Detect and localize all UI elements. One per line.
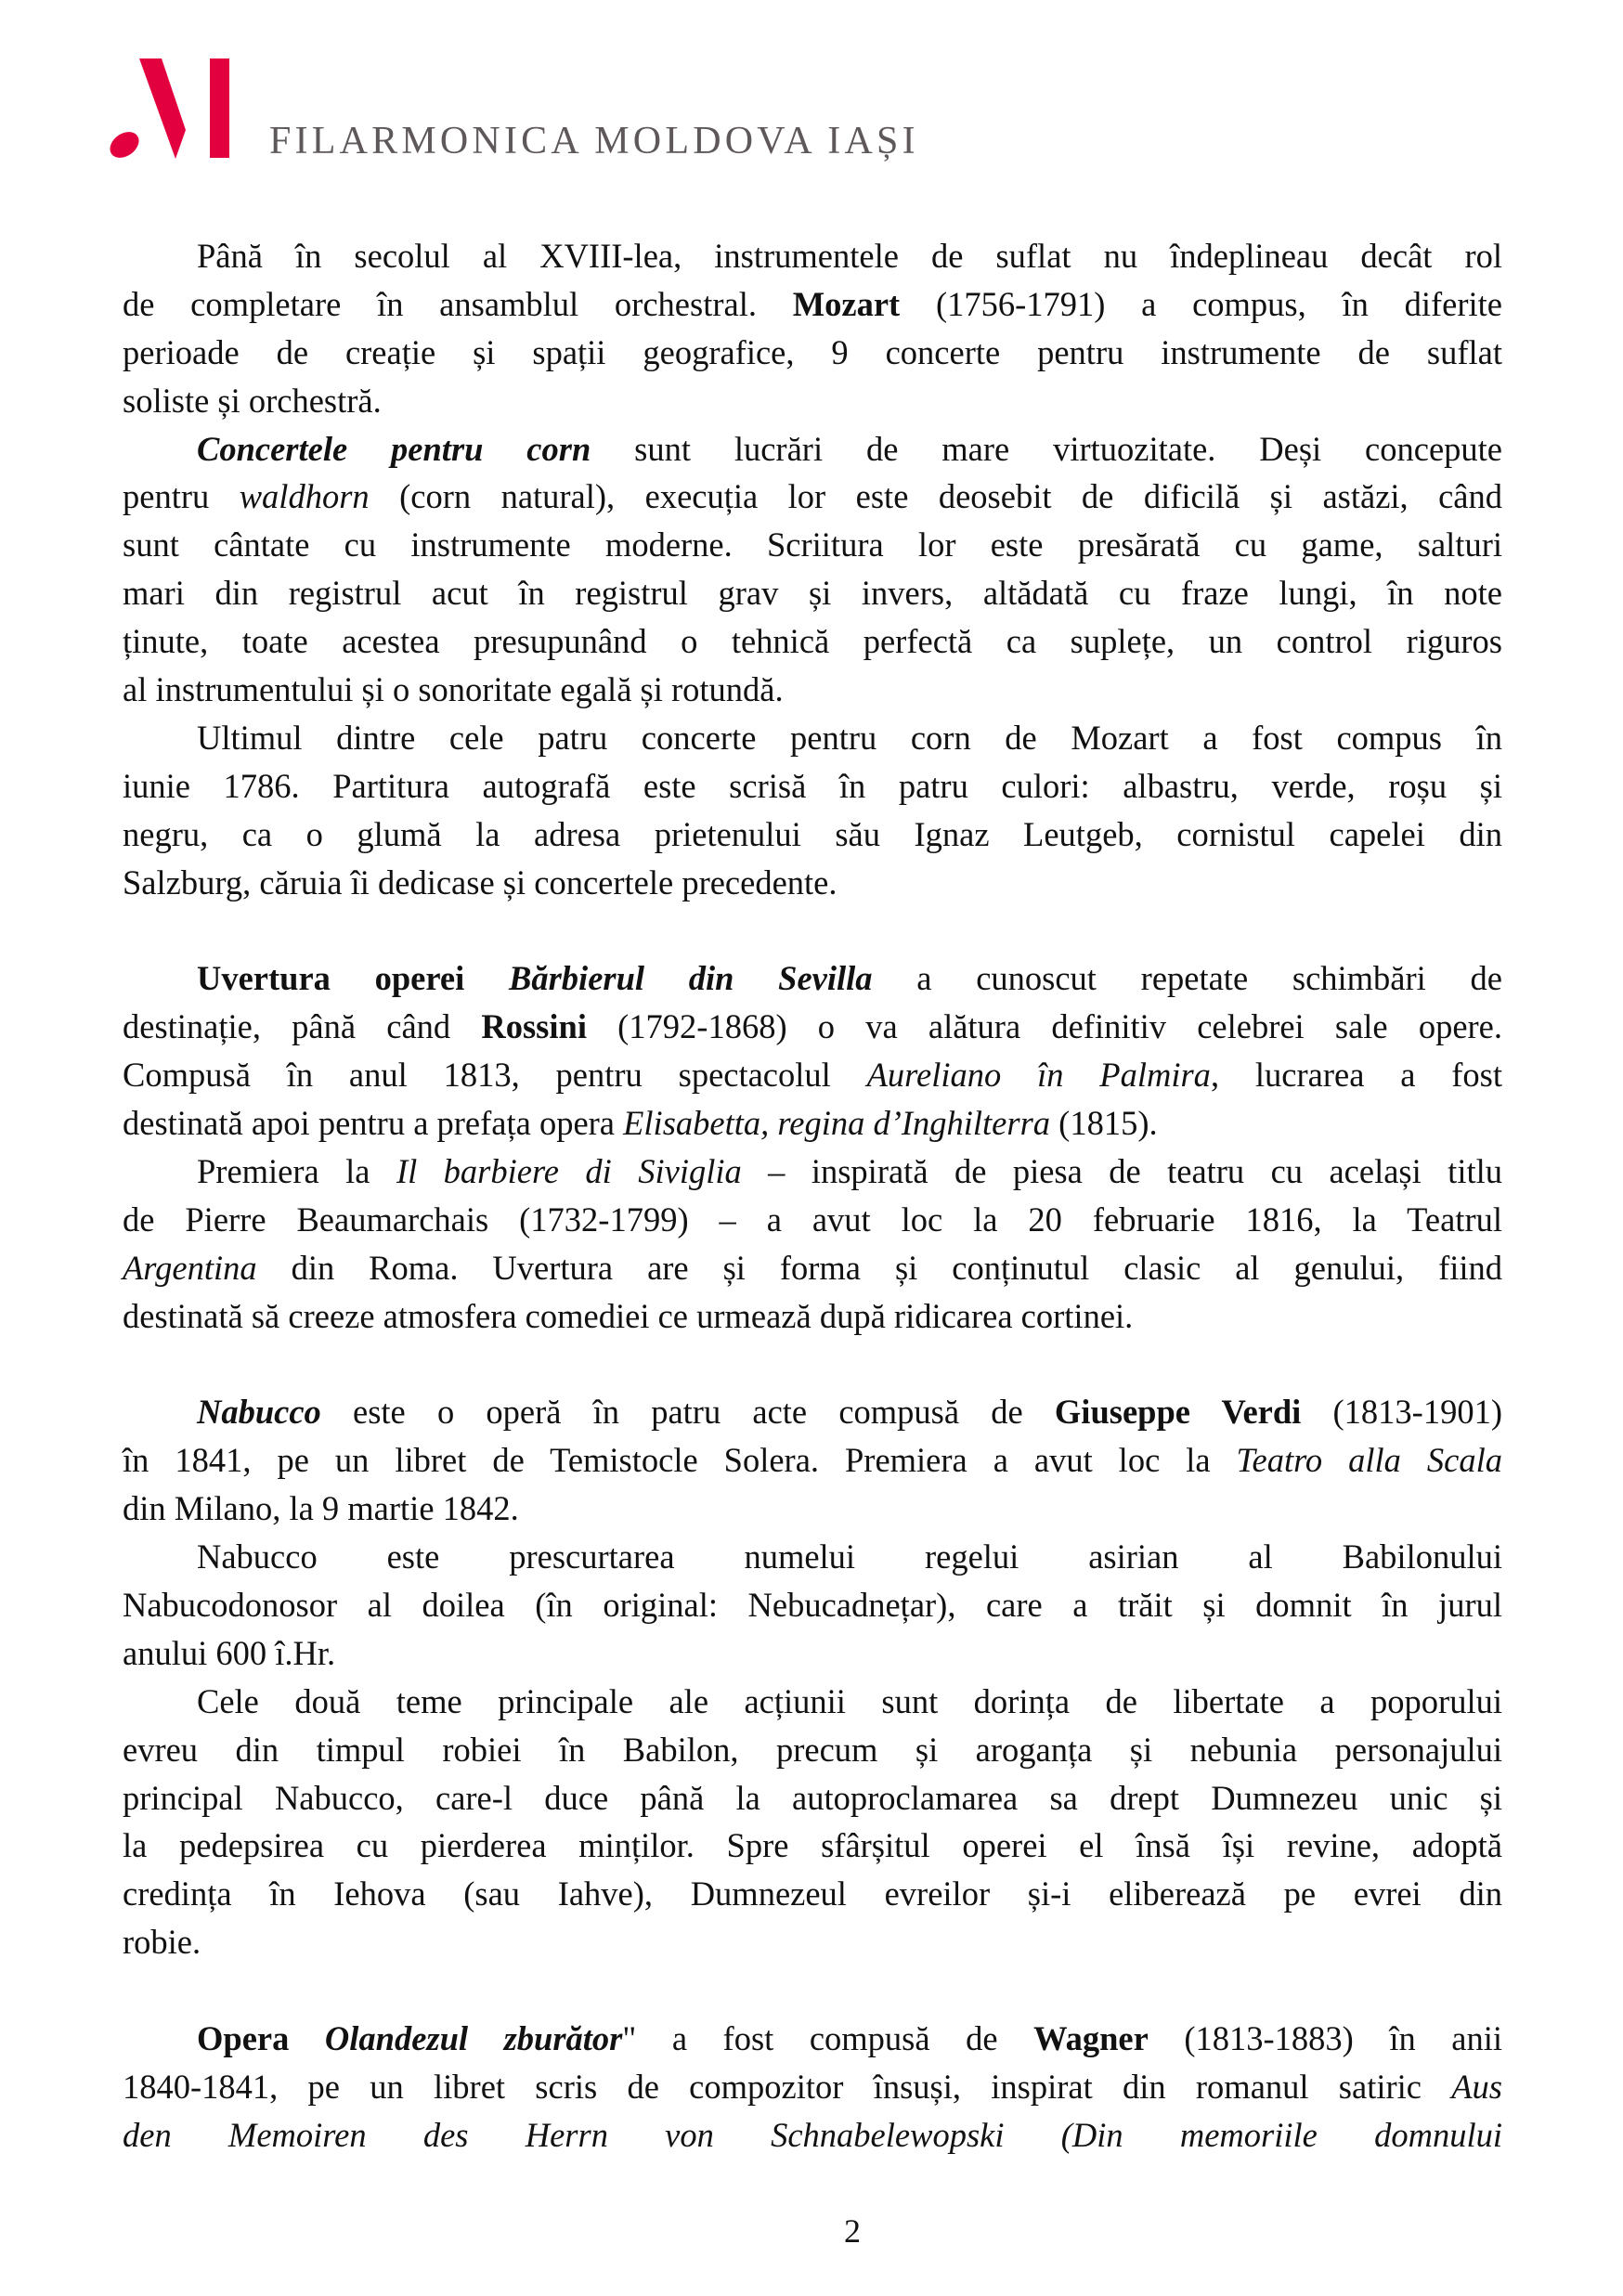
emphasized-text: Aureliano în Palmira	[866, 1056, 1211, 1095]
text-line	[123, 666, 1502, 714]
text-run: 1840-1841, pe un libret scris de compozitor însuși, inspirat din romanul satiric	[123, 2067, 1452, 2106]
text-run: destinație, până când	[123, 1007, 482, 1046]
text-line	[123, 2015, 1502, 2063]
text-run: din Milano, la 9 martie 1842.	[123, 1489, 519, 1528]
text-run: anului 600 î.Hr.	[123, 1633, 336, 1672]
text-line	[123, 329, 1502, 377]
text-run: Compusă în anul 1813, pentru spectacolul	[123, 1056, 867, 1095]
document-body	[123, 232, 1502, 2160]
text-line	[123, 232, 1502, 280]
text-line	[123, 1388, 1502, 1436]
emphasized-text: Giuseppe Verdi	[1054, 1393, 1302, 1432]
text-line	[123, 762, 1502, 811]
text-line	[123, 1148, 1502, 1196]
paragraph	[123, 425, 1502, 714]
text-line	[123, 1726, 1502, 1774]
text-run: mari din registrul acut în registrul grav și invers, altădată cu fraze lungi, în note	[123, 574, 1502, 613]
logo-slanted-stroke	[139, 58, 186, 159]
text-line	[123, 1436, 1502, 1485]
text-line	[123, 2063, 1502, 2111]
text-run: la pedepsirea cu pierderea minților. Spre sfârșitul operei el însă își revine, adoptă	[123, 1826, 1502, 1865]
text-line	[123, 2111, 1502, 2160]
text-run: credința în Iehova (sau Iahve), Dumnezeul evreilor și-i eliberează pe evrei din	[123, 1874, 1502, 1913]
logo-vertical-stroke	[210, 58, 229, 158]
text-line	[123, 1533, 1502, 1581]
emphasized-text: Olandezul zburător	[324, 2018, 623, 2057]
emphasized-text: Bărbierul din Sevilla	[509, 959, 873, 998]
text-run: a cunoscut repetate schimbări de	[872, 959, 1502, 998]
text-run: pentru	[123, 477, 240, 516]
text-run: Cele două teme principale ale acțiunii sunt dorința de libertate a poporului	[197, 1681, 1502, 1720]
emphasized-text: den Memoiren des Herrn von Schnabelewopski (Din memoriile domnului	[123, 2115, 1502, 2154]
text-run: (1792-1868) o va alătura definitiv celebrei sale opere.	[586, 1007, 1502, 1046]
text-run: Nabucco este prescurtarea numelui regelui asirian al Babilonului	[197, 1537, 1502, 1576]
text-line	[123, 377, 1502, 425]
paragraph-spacer	[123, 906, 1502, 954]
text-line	[123, 1581, 1502, 1629]
page-header	[0, 0, 1623, 186]
emphasized-text: Il barbiere di Siviglia	[396, 1151, 742, 1190]
text-line	[123, 954, 1502, 1003]
emphasized-text: waldhorn	[239, 477, 370, 516]
text-run: soliste și orchestră.	[123, 381, 382, 420]
paragraph	[123, 1678, 1502, 1966]
text-run: (1813-1883) în anii	[1148, 2018, 1502, 2057]
text-run: perioade de creație și spații geografice, 9 concerte pentru instrumente de suflat	[123, 332, 1502, 371]
text-run: (corn natural), execuția lor este deosebit de dificilă și astăzi, când	[369, 477, 1503, 516]
text-run: sunt cântate cu instrumente moderne. Scriitura lor este presărată cu game, salturi	[123, 525, 1502, 564]
paragraph	[123, 1388, 1502, 1533]
text-line	[123, 859, 1502, 907]
text-run: este o operă în patru acte compusă de	[320, 1393, 1055, 1432]
filarmonica-logo-icon	[0, 0, 260, 186]
emphasized-text: Opera	[197, 2018, 325, 2057]
emphasized-text: Uvertura operei	[197, 959, 509, 998]
text-run: (1815).	[1050, 1104, 1158, 1143]
paragraph-spacer	[123, 1340, 1502, 1388]
emphasized-text: Teatro alla Scala	[1236, 1441, 1502, 1480]
emphasized-text: Concertele pentru corn	[197, 429, 591, 468]
text-run: a fost compusă de	[636, 2018, 1034, 2057]
text-line	[123, 473, 1502, 521]
paragraph-spacer	[123, 1966, 1502, 2015]
text-line	[123, 1678, 1502, 1726]
text-line	[123, 1051, 1502, 1099]
text-run: Nabucodonosor al doilea (în original: Nebucadnețar), care a trăit și domnit în jurul	[123, 1585, 1502, 1624]
text-run: în 1841, pe un libret de Temistocle Solera. Premiera a avut loc la	[123, 1441, 1237, 1480]
text-line	[123, 280, 1502, 329]
text-run: (1756-1791) a compus, în diferite	[900, 284, 1502, 323]
paragraph	[123, 1533, 1502, 1678]
text-line	[123, 521, 1502, 569]
text-line	[123, 569, 1502, 617]
text-run: de completare în ansamblul orchestral.	[123, 284, 793, 323]
emphasized-text: Rossini	[481, 1007, 587, 1046]
text-run: destinată apoi pentru a prefața opera	[123, 1104, 624, 1143]
text-line	[123, 1292, 1502, 1341]
organization-name: FILARMONICA MOLDOVA IAȘI	[269, 120, 919, 162]
text-run: destinată să creeze atmosfera comediei ce urmează după ridicarea cortinei.	[123, 1296, 1134, 1335]
emphasized-text: Aus	[1451, 2067, 1502, 2106]
paragraph	[123, 232, 1502, 425]
text-line	[123, 1244, 1502, 1292]
text-line	[123, 617, 1502, 666]
text-line	[123, 1485, 1502, 1533]
text-run: al instrumentului și o sonoritate egală și rotundă.	[123, 670, 784, 709]
text-run: sunt lucrări de mare virtuozitate. Deși concepute	[591, 429, 1502, 468]
text-line	[123, 425, 1502, 473]
text-run: de Pierre Beaumarchais (1732-1799) – a avut loc la 20 februarie 1816, la Teatrul	[123, 1200, 1502, 1239]
text-line	[123, 1774, 1502, 1823]
text-line	[123, 1822, 1502, 1870]
text-run: Premiera la	[197, 1151, 396, 1190]
paragraph	[123, 954, 1502, 1148]
text-run: evreu din timpul robiei în Babilon, precum și aroganța și nebunia personajului	[123, 1730, 1502, 1769]
text-run: – inspirată de piesa de teatru cu același titlu	[741, 1151, 1502, 1190]
page-number: 2	[844, 2212, 861, 2250]
emphasized-text: Mozart	[792, 284, 901, 323]
text-line	[123, 714, 1502, 762]
text-line	[123, 1003, 1502, 1051]
text-run: iunie 1786. Partitura autografă este scrisă în patru culori: albastru, verde, roșu și	[123, 766, 1502, 805]
text-run: principal Nabucco, care-l duce până la autoproclamarea sa drept Dumnezeu unic și	[123, 1778, 1502, 1817]
text-run: din Roma. Uvertura are și forma și conținutul clasic al genului, fiind	[256, 1248, 1502, 1287]
logo-dot	[105, 126, 144, 162]
text-run: (1813-1901)	[1301, 1393, 1502, 1432]
text-line	[123, 811, 1502, 859]
paragraph	[123, 714, 1502, 907]
text-run: Ultimul dintre cele patru concerte pentru corn de Mozart a fost compus în	[197, 718, 1502, 757]
text-line	[123, 1629, 1502, 1678]
text-run: robie.	[123, 1923, 201, 1962]
paragraph	[123, 1148, 1502, 1341]
emphasized-text: Elisabetta, regina d’Inghilterra	[623, 1104, 1051, 1143]
text-run: , lucrarea a fost	[1210, 1056, 1502, 1095]
text-run: Salzburg, căruia îi dedicase și concertele precedente.	[123, 863, 837, 902]
text-line	[123, 1870, 1502, 1918]
text-line	[123, 1099, 1502, 1148]
text-run: "	[622, 2018, 637, 2057]
text-run: negru, ca o glumă la adresa prietenului său Ignaz Leutgeb, cornistul capelei din	[123, 814, 1502, 853]
text-run: ținute, toate acestea presupunând o tehnică perfectă ca suplețe, un control riguros	[123, 622, 1502, 661]
text-line	[123, 1918, 1502, 1966]
paragraph	[123, 2015, 1502, 2160]
text-line	[123, 1196, 1502, 1244]
emphasized-text: Argentina	[123, 1248, 257, 1287]
text-run: Până în secolul al XVIII-lea, instrumentele de suflat nu îndeplineau decât rol	[197, 237, 1502, 275]
emphasized-text: Wagner	[1033, 2018, 1149, 2057]
emphasized-text: Nabucco	[197, 1393, 321, 1432]
